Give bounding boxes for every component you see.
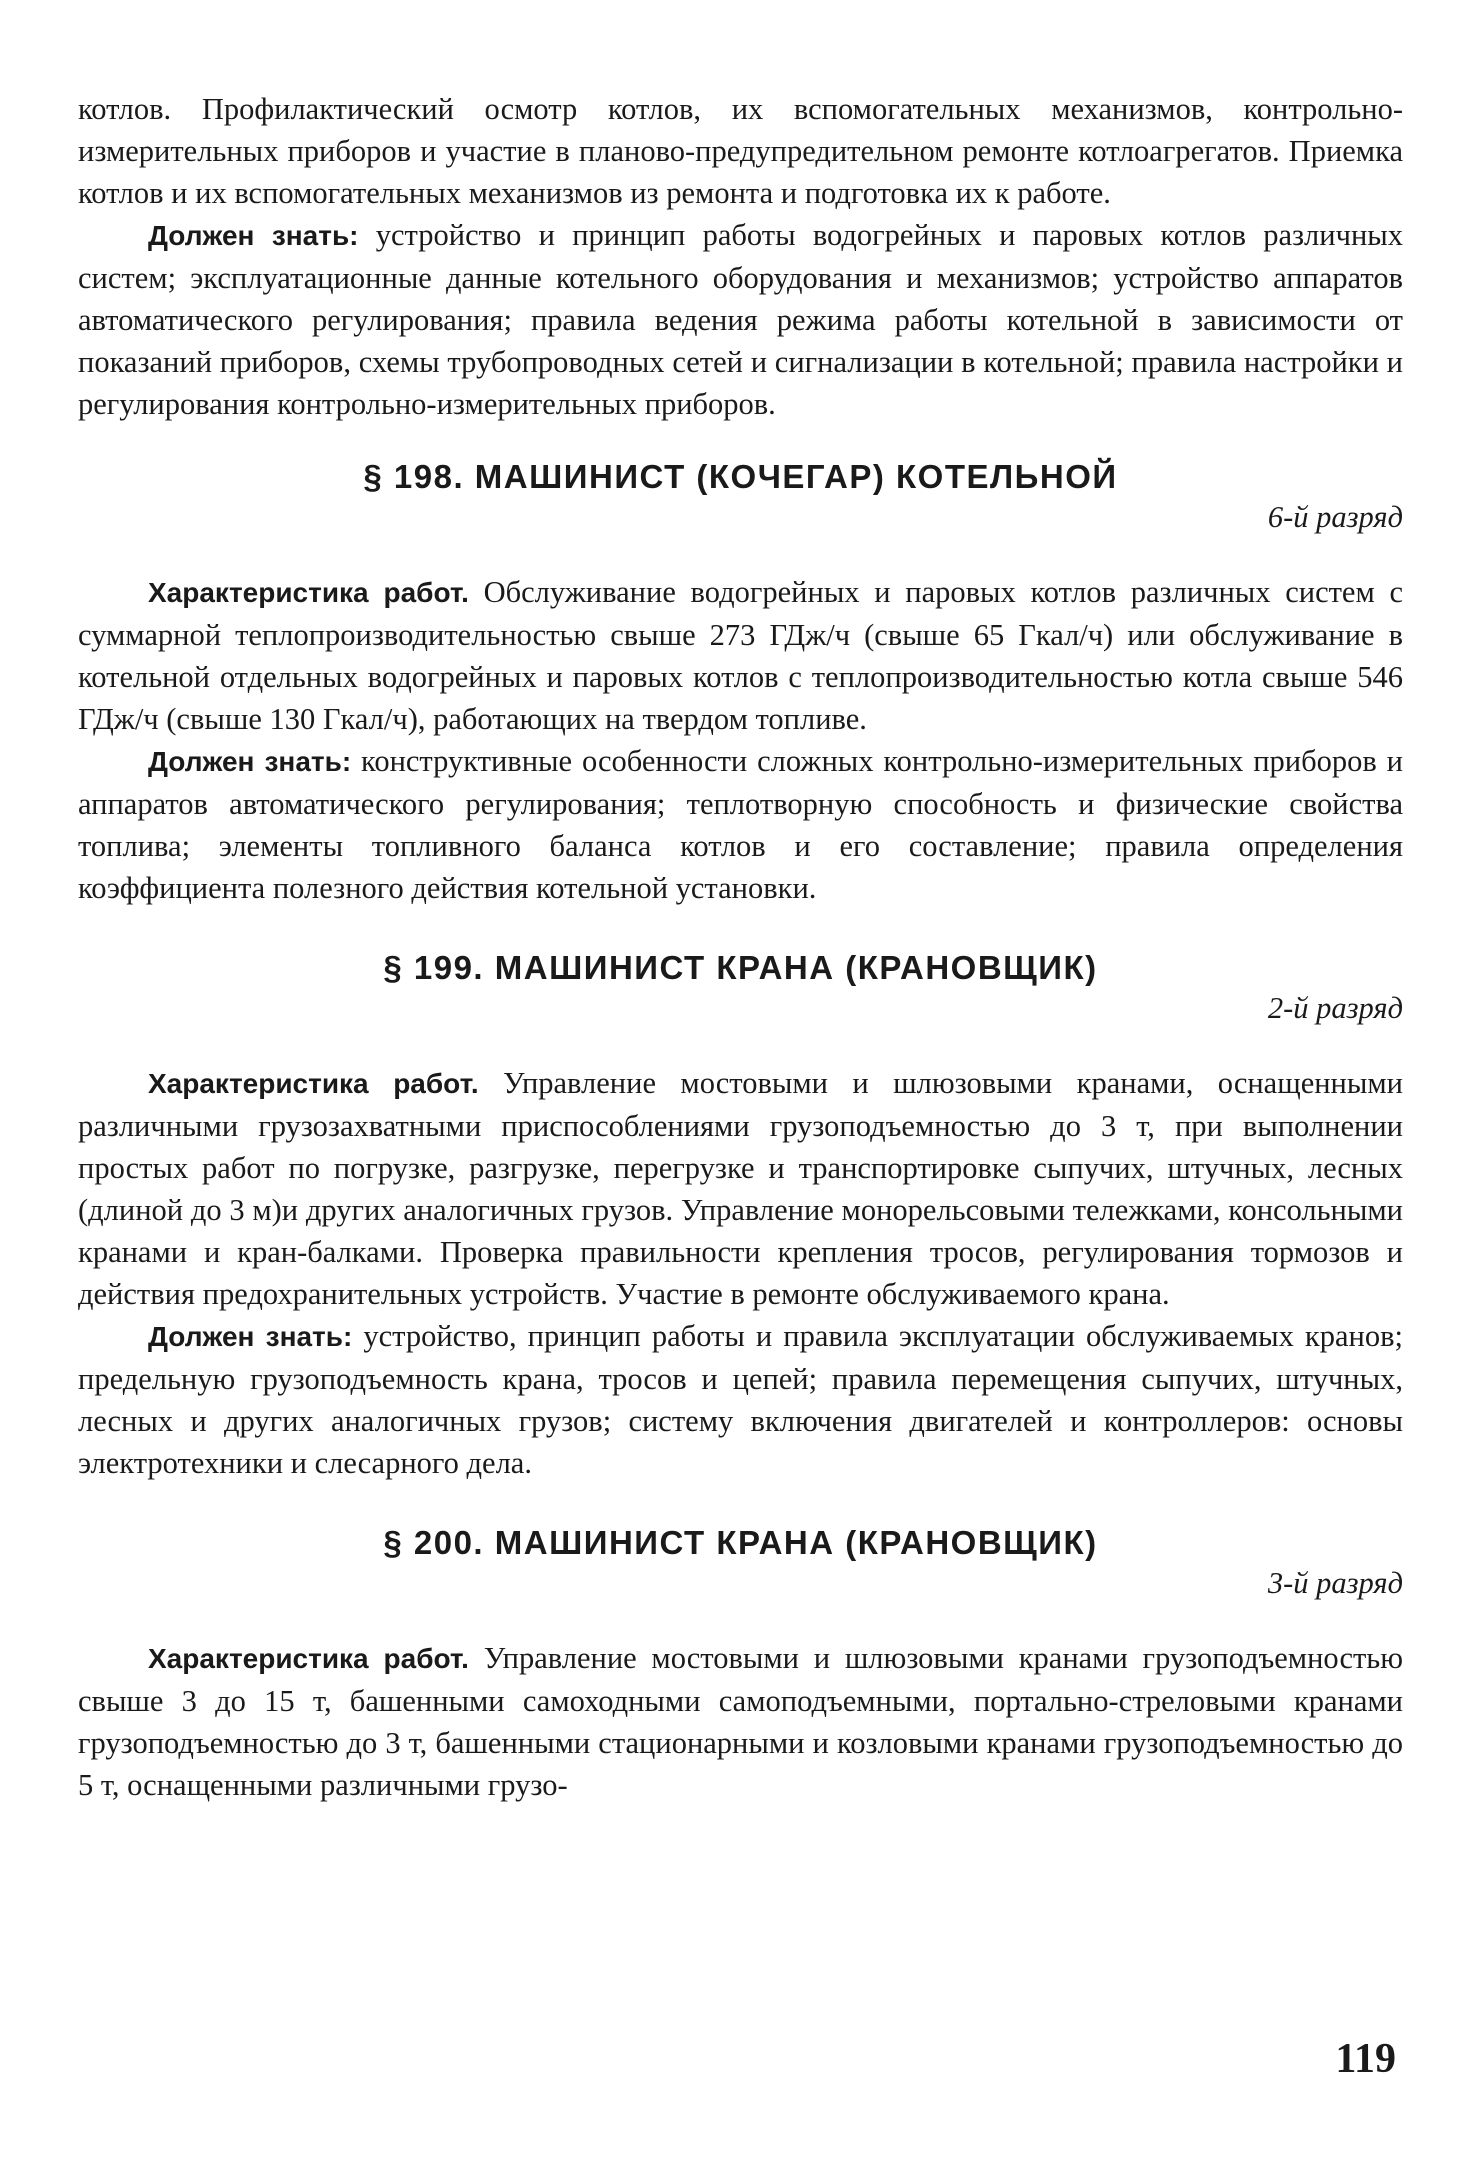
section-199-title: § 199. МАШИНИСТ КРАНА (КРАНОВЩИК) <box>383 949 1098 986</box>
section-200-paragraph-1-text: Управление мостовыми и шлюзовыми кранами грузоподъемностью свыше 3 до 15 т, башенными самоходными самоподъемными, портально-стреловыми кранами грузоподъемностью до 3 т, башенными стационарными и козловыми кранами грузоподъемностью до 5 т, оснащенными различными грузо- <box>78 1641 1404 1802</box>
section-199-grade: 2-й разряд <box>1267 991 1403 1025</box>
section-198-paragraph-1-text: Обслуживание водогрейных и паровых котлов различных систем с суммарной теплопроизводительностью свыше 273 ГДж/ч (свыше 65 Гкал/ч) или обслуживание в котельной отдельных водогрейных и паровых котлов с теплопроизводительностью котла свыше 546 ГДж/ч (свыше 130 Гкал/ч), работающих на твердом топливе. <box>78 575 1404 736</box>
intro-paragraph-2 <box>78 214 1403 425</box>
section-198-title: § 198. МАШИНИСТ (КОЧЕГАР) КОТЕЛЬНОЙ <box>363 458 1118 495</box>
section-200-grade: 3-й разряд <box>1267 1566 1403 1600</box>
section-198-paragraph-2 <box>78 740 1403 909</box>
section-198-paragraph-2-lead: Должен знать: <box>148 746 352 777</box>
section-199-paragraph-2-lead: Должен знать: <box>148 1321 353 1352</box>
intro-paragraph-1: котлов. Профилактический осмотр котлов, их вспомогательных механизмов, контрольно-измерительных приборов и участие в планово-предупредительном ремонте котлоагрегатов. Приемка котлов и их вспомогательных механизмов из ремонта и подготовка их к работе. <box>78 92 1403 210</box>
section-200-paragraph-1 <box>78 1637 1403 1806</box>
section-198-paragraph-2-text: конструктивные особенности сложных контрольно-измерительных приборов и аппаратов автоматического регулирования; теплотворную способность и физические свойства топлива; элементы топливного баланса котлов и его составление; правила определения коэффициента полезного действия котельной установки. <box>78 744 1403 905</box>
section-198-grade: 6-й разряд <box>1267 500 1403 534</box>
page-number: 119 <box>1335 2036 1396 2082</box>
section-198-paragraph-1-lead: Характеристика работ. <box>148 577 469 608</box>
page-body <box>78 88 1403 1806</box>
section-199-paragraph-1-lead: Характеристика работ. <box>148 1068 479 1099</box>
intro-paragraph-2-text: устройство и принцип работы водогрейных и паровых котлов различных систем; эксплуатационные данные котельного оборудования и механизмов; устройство аппаратов автоматического регулирования; правила ведения режима работы котельной в зависимости от показаний приборов, схемы трубопроводных сетей и сигнализации в котельной; правила настройки и регулирования контрольно-измерительных приборов. <box>78 218 1404 421</box>
section-200-title: § 200. МАШИНИСТ КРАНА (КРАНОВЩИК) <box>383 1524 1098 1561</box>
section-199-paragraph-1-text: Управление мостовыми и шлюзовыми кранами, оснащенными различными грузозахватными приспособлениями грузоподъемностью до 3 т, при выполнении простых работ по погрузке, разгрузке, перегрузке и транспортировке сыпучих, штучных, лесных (длиной до 3 м)и других аналогичных грузов. Управление монорельсовыми тележками, консольными кранами и кран-балками. Проверка правильности крепления тросов, регулирования тормозов и действия предохранительных устройств. Участие в ремонте обслуживаемого крана. <box>78 1066 1403 1311</box>
intro-paragraph-2-lead: Должен знать: <box>148 220 359 251</box>
section-200-paragraph-1-lead: Характеристика работ. <box>148 1643 469 1674</box>
section-199-paragraph-2-text: устройство, принцип работы и правила эксплуатации обслуживаемых кранов; предельную грузоподъемность крана, тросов и цепей; правила перемещения сыпучих, штучных, лесных и других аналогичных грузов; систему включения двигателей и контроллеров: основы электротехники и слесарного дела. <box>78 1319 1403 1480</box>
section-198-paragraph-1 <box>78 571 1403 740</box>
section-199-paragraph-2 <box>78 1315 1403 1484</box>
section-199-paragraph-1 <box>78 1062 1403 1315</box>
